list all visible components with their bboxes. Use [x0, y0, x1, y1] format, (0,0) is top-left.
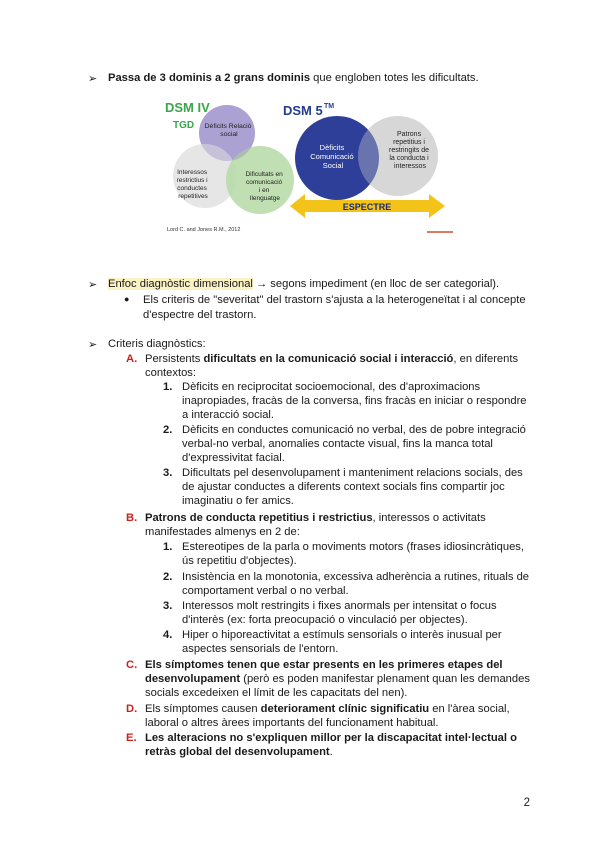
item-number: 3.: [163, 467, 173, 479]
arrow-bullet-icon: ➢: [88, 338, 98, 351]
svg-text:Interessos restrictius: Interessos restrictius i conductes repetitives: [176, 169, 208, 200]
dsm4-top-l2: social: [220, 131, 238, 138]
a1-line2: inapropiades, fracàs de la conversa, fins fracàs en iniciar o respondre: [182, 395, 527, 407]
dsm4-left-l1: Interessos: [177, 169, 208, 176]
criterion-c-line3: socials excedeixen el límit de les capacitats del nen).: [145, 687, 408, 699]
svg-text:Patrons repetitius i: Patrons repetitius i restringits de la conducta i interessos: [388, 131, 430, 170]
page-number: 2: [523, 797, 530, 809]
a1-line1: Dèficits en reciprocitat socioemocional, des d'aproximacions: [182, 381, 481, 393]
b2-line1: Insistència en la monotonia, excessiva adherència a rutines, rituals de: [182, 571, 530, 583]
a2-line1: Dèficits en conductes comunicació no verbal, des de pobre integració: [182, 424, 526, 436]
criterion-b-line2: manifestades almenys en 2 de:: [145, 526, 300, 538]
intro-rest: que engloben totes les dificultats.: [310, 72, 479, 84]
criterion-a-letter: A.: [126, 353, 138, 365]
criterion-a-line1: Persistents dificultats en la comunicació social i interacció, en diferents: [145, 353, 519, 365]
b1-line2: ús repetitiu d'objectes).: [182, 555, 297, 567]
b3-line1: Interessos molt restringits i fixes anormals per intensitat o focus: [182, 600, 497, 612]
spectrum-label: ESPECTRE: [342, 202, 392, 212]
a1-line3: a interacció social.: [182, 409, 275, 421]
dsm4-title: DSM IV: [165, 100, 210, 115]
criterion-e-line1: Les alteracions no s'expliquen millor per la discapacitat intel·lectual o: [145, 732, 517, 744]
criterion-e-letter: E.: [126, 732, 137, 744]
b4-line1: Hiper o hiporeactivitat a estímuls sensorials o interès inusual per: [182, 629, 502, 641]
a3-line2: de ajustar conductes a diferents context socials fins compartir joc: [182, 481, 505, 493]
criterion-b-line1: Patrons de conducta repetitius i restrictius, interessos o activitats: [145, 512, 486, 524]
enfoc-rest: → segons impediment (en lloc de ser categorial).: [252, 278, 500, 290]
item-number: 3.: [163, 600, 173, 612]
criteris-title: Criteris diagnòstics:: [108, 338, 206, 350]
arrow-bullet-icon: ➢: [88, 72, 98, 85]
enfoc-line: [108, 278, 499, 290]
criterion-c-letter: C.: [126, 659, 138, 671]
criterion-a-line2: contextos:: [145, 367, 196, 379]
criterion-c-line2: desenvolupament (però es poden manifestar plenament quan les demandes: [145, 673, 530, 685]
dsm5-title: DSM 5: [283, 103, 323, 118]
item-number: 1.: [163, 541, 173, 553]
criterion-d-letter: D.: [126, 703, 138, 715]
a3-line3: imaginatiu o fer amics.: [182, 495, 294, 507]
dot-bullet-icon: ●: [124, 294, 130, 304]
dsm5-right-l1: Patrons: [396, 131, 422, 138]
dsm4-right-l1: Dificultats en: [245, 171, 283, 178]
dsm-comparison-figure: [165, 98, 455, 238]
a2-line3: d'expressivitat facial.: [182, 452, 285, 464]
svg-text:Dificultats en comunic: Dificultats en comunicació i en llenguatge: [245, 171, 283, 202]
item-number: 4.: [163, 629, 173, 641]
intro-line: [108, 72, 479, 84]
dsm4-top-l1: Dèficits Relació: [204, 123, 252, 130]
b2-line2: comportament verbal o no verbal.: [182, 585, 349, 597]
criterion-d-line2: laboral o altres àrees importants del funcionament habitual.: [145, 717, 439, 729]
item-number: 1.: [163, 381, 173, 393]
enfoc-highlight: Enfoc diagnòstic dimensional: [108, 278, 253, 290]
arrow-bullet-icon: ➢: [88, 278, 98, 291]
enfoc-bullet-line2: d'espectre del trastorn.: [143, 309, 257, 321]
criterion-d-line1: Els símptomes causen deteriorament clínic significatiu en l'àrea social,: [145, 703, 510, 715]
a3-line1: Dificultats pel desenvolupament i manteniment relacions socials, des: [182, 467, 523, 479]
b3-line2: d'interès (ex: forta preocupació o vinculació per objectes).: [182, 614, 468, 626]
dsm5-sup: TM: [324, 103, 335, 110]
enfoc-bullet-line1: Els criteris de "severitat" del trastorn s'ajusta a la heterogeneïtat i al concepte: [143, 294, 526, 306]
item-number: 2.: [163, 424, 173, 436]
intro-bold: Passa de 3 dominis a 2 grans dominis: [108, 72, 311, 84]
dsm4-sub: TGD: [173, 120, 195, 131]
dsm5-left-l1: Dèficits: [319, 143, 345, 152]
criterion-c-line1: Els símptomes tenen que estar presents en les primeres etapes del: [145, 659, 503, 671]
b4-line2: aspectes sensorials de l'entorn.: [182, 643, 339, 655]
a2-line2: verbal-no verbal, anomalies contacte visual, fins la manca total: [182, 438, 493, 450]
item-number: 2.: [163, 571, 173, 583]
criterion-b-letter: B.: [126, 512, 138, 524]
b1-line1: Estereotipes de la parla o moviments motors (frases idiosincràtiques,: [182, 541, 524, 553]
figure-credit: Lord C. and Jones R.M., 2012: [167, 227, 241, 233]
criterion-e-line2: retràs global del desenvolupament.: [145, 746, 333, 758]
svg-text:Dèficits Comunicació: Dèficits Comunicació Social: [310, 143, 354, 170]
dsm-figure-svg: [165, 98, 455, 238]
